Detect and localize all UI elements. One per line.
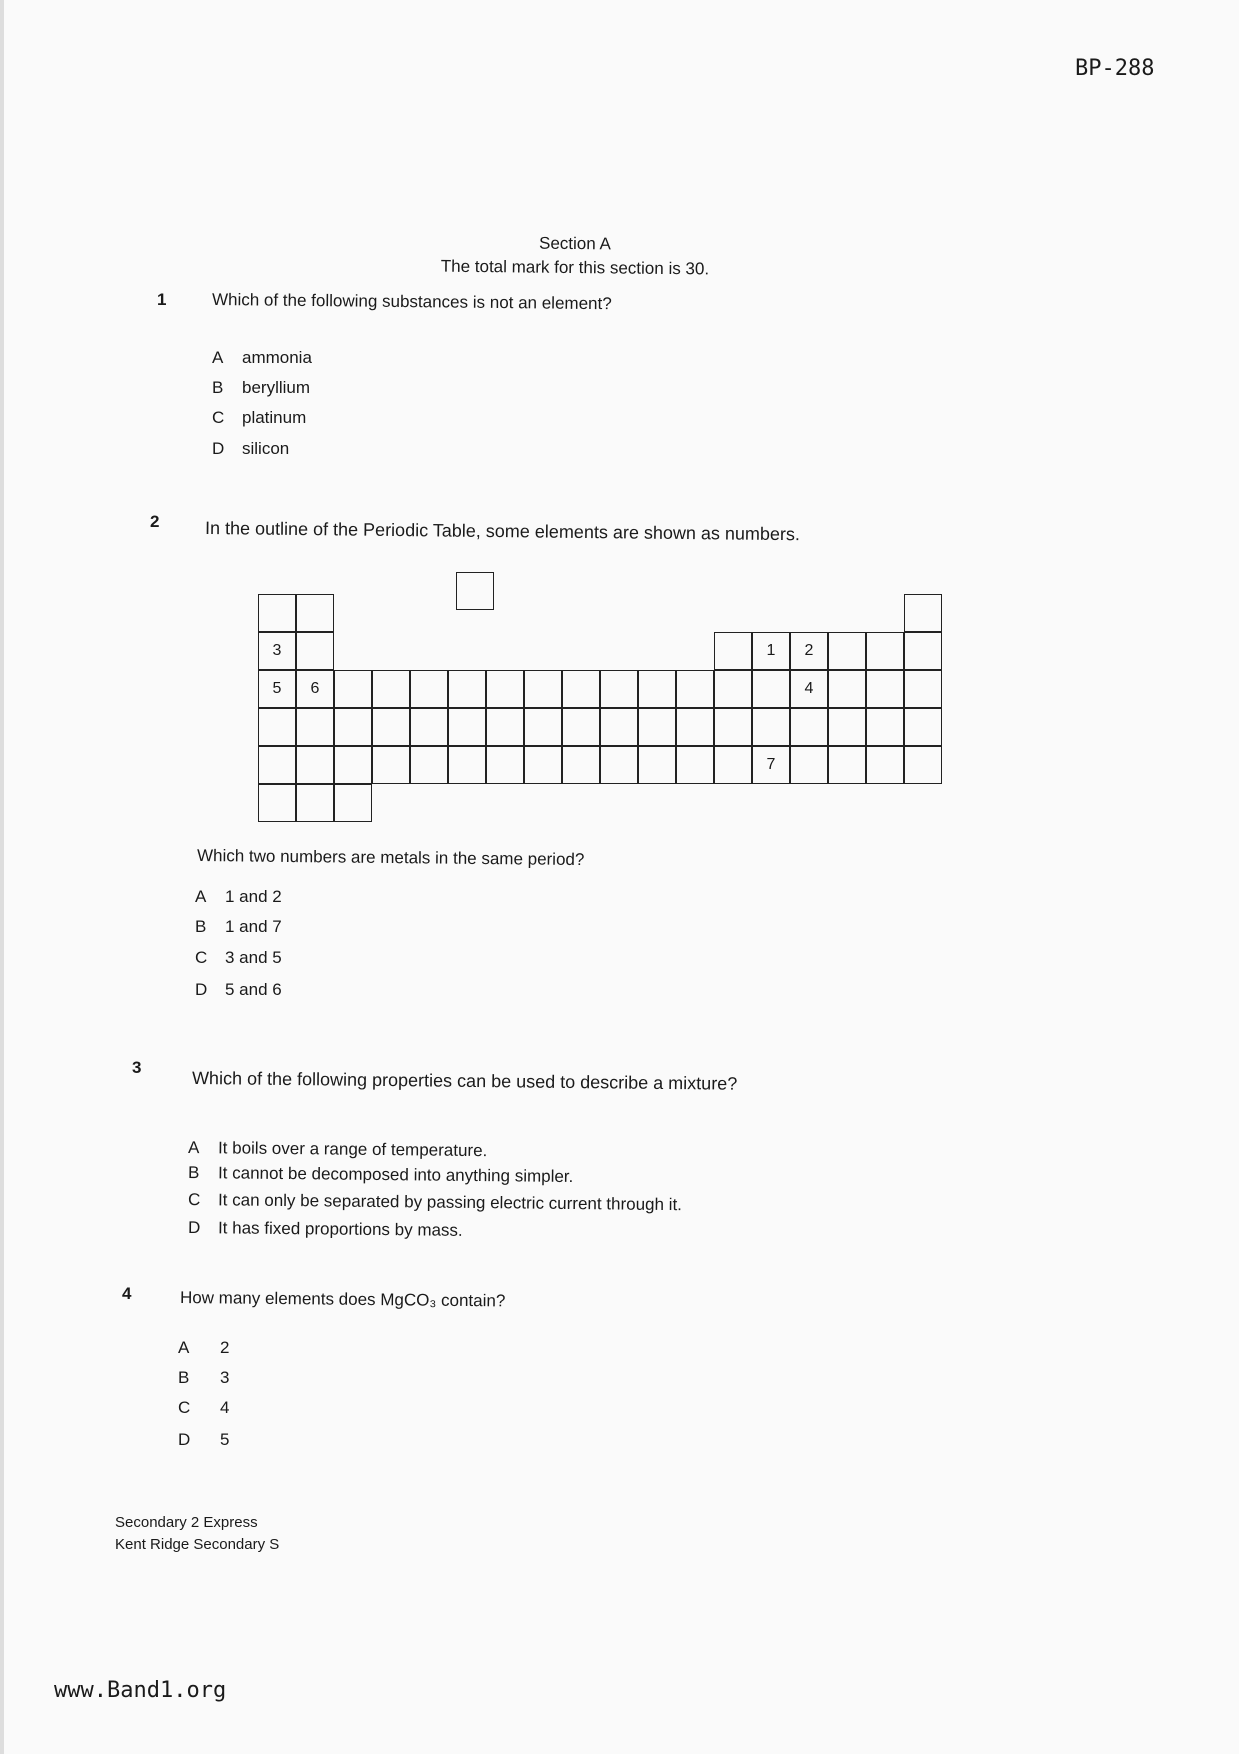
element-label: 7 bbox=[766, 756, 776, 773]
table-cell bbox=[866, 708, 904, 746]
table-cell bbox=[258, 708, 296, 746]
question-number: 4 bbox=[122, 1284, 132, 1303]
table-cell bbox=[790, 632, 828, 670]
table-cell bbox=[676, 670, 714, 708]
option-a: A It boils over a range of temperature. bbox=[187, 1138, 488, 1161]
element-label: 1 bbox=[766, 642, 776, 659]
table-cell bbox=[258, 670, 296, 708]
table-cell bbox=[828, 632, 866, 670]
table-cell bbox=[296, 594, 334, 632]
table-cell bbox=[904, 632, 942, 670]
table-cell bbox=[828, 746, 866, 784]
table-cell bbox=[334, 784, 372, 822]
question-followup: Which two numbers are metals in the same period? bbox=[196, 846, 585, 870]
table-cell bbox=[258, 594, 296, 632]
section-subtitle: The total mark for this section is 30. bbox=[440, 256, 710, 279]
table-cell bbox=[904, 746, 942, 784]
element-label: 3 bbox=[272, 642, 282, 659]
question-text: Which of the following substances is not an element? bbox=[211, 290, 612, 314]
table-cell bbox=[638, 746, 676, 784]
table-cell bbox=[676, 746, 714, 784]
table-cell bbox=[410, 708, 448, 746]
table-cell bbox=[562, 746, 600, 784]
table-cell bbox=[334, 708, 372, 746]
question-text: In the outline of the Periodic Table, some elements are shown as numbers. bbox=[204, 518, 801, 545]
table-cell bbox=[866, 632, 904, 670]
table-cell bbox=[372, 708, 410, 746]
table-cell bbox=[752, 746, 790, 784]
option-d: D 5 and 6 bbox=[195, 980, 282, 999]
table-cell bbox=[296, 632, 334, 670]
option-b: B 3 bbox=[178, 1368, 230, 1387]
table-cell bbox=[258, 784, 296, 822]
option-a: A ammonia bbox=[212, 348, 312, 367]
table-cell bbox=[372, 746, 410, 784]
table-cell bbox=[486, 746, 524, 784]
table-cell bbox=[752, 632, 790, 670]
option-a: A 1 and 2 bbox=[195, 887, 282, 906]
option-c: C It can only be separated by passing electric current through it. bbox=[187, 1190, 683, 1215]
table-cell bbox=[296, 784, 334, 822]
table-cell bbox=[334, 670, 372, 708]
table-cell bbox=[790, 746, 828, 784]
table-cell bbox=[524, 746, 562, 784]
section-title: Section A bbox=[538, 233, 611, 254]
table-cell bbox=[904, 594, 942, 632]
question-text: How many elements does MgCO₃ contain? bbox=[179, 1288, 506, 1311]
element-label: 4 bbox=[804, 680, 814, 697]
question-text: Which of the following properties can be used to describe a mixture? bbox=[191, 1068, 738, 1094]
table-cell bbox=[410, 670, 448, 708]
table-cell bbox=[752, 708, 790, 746]
table-cell bbox=[638, 708, 676, 746]
option-d: D It has fixed proportions by mass. bbox=[187, 1218, 463, 1240]
table-cell bbox=[866, 670, 904, 708]
option-c: C 3 and 5 bbox=[195, 948, 282, 967]
option-d: D 5 bbox=[178, 1430, 230, 1449]
table-cell bbox=[562, 670, 600, 708]
table-cell bbox=[296, 746, 334, 784]
paper-code: BP-288 bbox=[1075, 56, 1155, 81]
table-cell bbox=[790, 670, 828, 708]
footer-school: Kent Ridge Secondary S bbox=[115, 1536, 280, 1553]
table-cell bbox=[866, 746, 904, 784]
option-b: B It cannot be decomposed into anything simpler. bbox=[187, 1163, 574, 1187]
table-cell bbox=[448, 670, 486, 708]
table-cell bbox=[562, 708, 600, 746]
question-number: 2 bbox=[150, 512, 160, 531]
table-cell bbox=[790, 708, 828, 746]
table-cell bbox=[334, 746, 372, 784]
option-c: C 4 bbox=[178, 1398, 230, 1417]
table-cell bbox=[904, 708, 942, 746]
table-cell bbox=[904, 670, 942, 708]
table-cell bbox=[448, 746, 486, 784]
element-label: 2 bbox=[804, 642, 814, 659]
option-b: B 1 and 7 bbox=[195, 917, 282, 936]
table-cell bbox=[600, 670, 638, 708]
floating-element-box bbox=[456, 572, 494, 610]
table-cell bbox=[258, 632, 296, 670]
option-b: B beryllium bbox=[212, 378, 311, 397]
option-c: C platinum bbox=[212, 408, 307, 427]
table-cell bbox=[296, 670, 334, 708]
table-cell bbox=[486, 670, 524, 708]
table-cell bbox=[600, 746, 638, 784]
table-cell bbox=[296, 708, 334, 746]
question-number: 3 bbox=[132, 1058, 142, 1077]
table-cell bbox=[410, 746, 448, 784]
table-cell bbox=[828, 708, 866, 746]
table-cell bbox=[258, 746, 296, 784]
table-cell bbox=[714, 632, 752, 670]
table-cell bbox=[524, 708, 562, 746]
table-cell bbox=[752, 670, 790, 708]
table-cell bbox=[448, 708, 486, 746]
footer-level: Secondary 2 Express bbox=[115, 1514, 258, 1531]
element-label: 6 bbox=[310, 680, 320, 697]
table-cell bbox=[486, 708, 524, 746]
element-label: 5 bbox=[272, 680, 282, 697]
table-cell bbox=[676, 708, 714, 746]
table-cell bbox=[638, 670, 676, 708]
table-cell bbox=[372, 670, 410, 708]
table-cell bbox=[714, 708, 752, 746]
table-cell bbox=[714, 670, 752, 708]
watermark-url: www.Band1.org bbox=[54, 1678, 227, 1703]
table-cell bbox=[600, 708, 638, 746]
option-d: D silicon bbox=[212, 439, 290, 458]
question-number: 1 bbox=[157, 290, 167, 309]
table-cell bbox=[828, 670, 866, 708]
table-cell bbox=[524, 670, 562, 708]
table-cell bbox=[714, 746, 752, 784]
option-a: A 2 bbox=[178, 1338, 230, 1357]
